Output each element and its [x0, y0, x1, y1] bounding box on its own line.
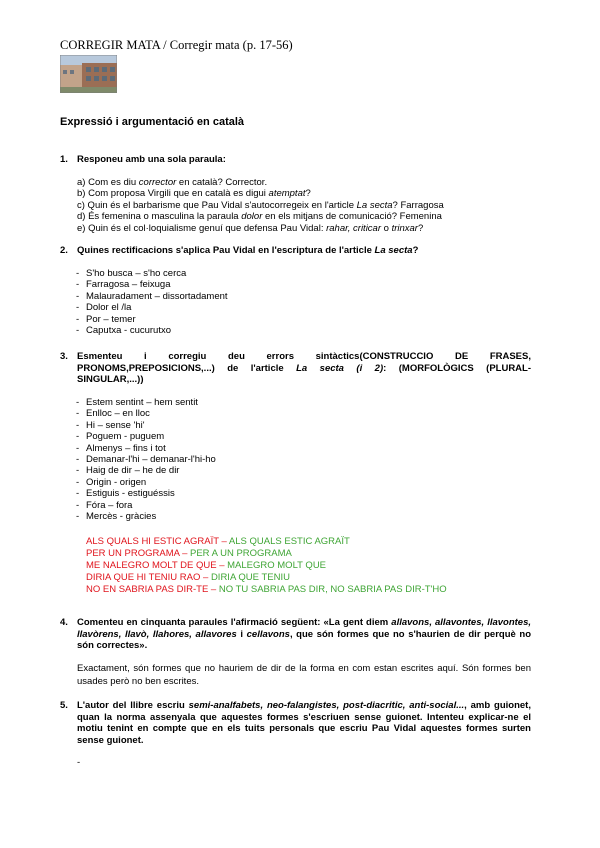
question-4-number: 4. [60, 617, 68, 628]
question-1-answers [77, 177, 537, 234]
list-item: - Malauradament – dissortadament [76, 290, 228, 302]
list-item: - Estem sentint – hem sentit [76, 397, 198, 408]
list-item: - Dolor el /la [76, 302, 132, 314]
list-item: - Enlloc – en lloc [76, 408, 150, 420]
question-4-answer: Exactament, són formes que no hauriem de dir de la forma en com estan escrites aquí. Són formes ben usades però no ben escrites. [77, 663, 531, 687]
question-2-list [0, 268, 600, 336]
answer-e: e) Quin és el col·loquialisme genuí que defensa Pau Vidal: rahar, criticar o trinxar? [77, 222, 424, 234]
question-3-number: 3. [60, 351, 68, 362]
answer-d: d) És femenina o masculina la paraula dolor en els mitjans de comunicació? Femenina [77, 211, 442, 223]
list-item: - Demanar-l'hi – demanar-l'hi-ho [76, 453, 216, 465]
question-3-list [0, 397, 600, 522]
document-header: CORREGIR MATA / Corregir mata (p. 17-56) [60, 38, 293, 52]
list-item: - Haig de dir – he de dir [76, 465, 180, 477]
building-photo-icon [60, 55, 117, 93]
list-item: - Caputxa - cucurutxo [76, 324, 172, 336]
corrections-list [86, 536, 546, 596]
list-item: - Estiguis - estiguéssis [76, 488, 175, 500]
question-3-text: Esmenteu i corregiu deu errors sintàctics(CONSTRUCCIO DE FRASES, PRONOMS,PREPOSICIONS,...) de l'article La secta (i 2): (MORFOLÒGICS (PLURAL- SINGULAR,...)) [77, 351, 532, 385]
answer-c: c) Quin és el barbarisme que Pau Vidal s'autocorregeix en l'article La secta? Farragosa [77, 199, 444, 211]
question-1-number: 1. [60, 154, 68, 165]
list-item: - Hi – sense 'hi' [76, 419, 145, 431]
section-title: Expressió i argumentació en català [60, 116, 245, 128]
list-item: - Farragosa – feixuga [76, 279, 171, 291]
correction-row: ALS QUALS HI ESTIC AGRAÏT – ALS QUALS ESTIC AGRAÏT [86, 536, 350, 547]
list-item: - Poguem - puguem [76, 431, 165, 443]
list-item: - Origin - origen [76, 476, 147, 488]
list-item: - Por – temer [76, 313, 136, 325]
answer-a: a) Com es diu corrector en català? Corrector. [77, 177, 268, 188]
list-item: - Mercès - gràcies [76, 510, 157, 522]
correction-row: DIRIA QUE HI TENIU RAO – DIRIA QUE TENIU [86, 572, 290, 583]
correction-row: ME NALEGRO MOLT DE QUE – MALEGRO MOLT QUE [86, 560, 327, 571]
question-5-number: 5. [60, 700, 68, 711]
correction-row: PER UN PROGRAMA – PER A UN PROGRAMA [86, 548, 292, 559]
building-photo [60, 55, 117, 93]
list-item: - Fóra – fora [76, 499, 133, 511]
list-item: - S'ho busca – s'ho cerca [76, 268, 187, 279]
question-4-text: Comenteu en cinquanta paraules l'afirmació següent: «La gent diem allavons, allavontes, llavontes, llavòrens, llavò, llahores, allavores i cellavons, que són formes que no s'haurien de dir perquè no són correctes». [77, 617, 532, 651]
correction-row: NO EN SABRIA PAS DIR-TE – NO TU SABRIA PAS DIR, NO SABRIA PAS DIR-T'HO [86, 584, 447, 595]
trailing-dash: - [77, 757, 81, 768]
question-2-text: Quines rectificacions s'aplica Pau Vidal en l'escriptura de l'article La secta? [77, 245, 419, 256]
question-1-text: Responeu amb una sola paraula: [77, 154, 226, 165]
list-item: - Almenys – fins i tot [76, 442, 166, 454]
answer-b: b) Com proposa Virgili que en català es digui atemptat? [77, 188, 311, 200]
question-5-text: L'autor del llibre escriu semi-analfabets, neo-falangistes, post-diacritic, anti-social..., amb guionet, quan la norma assenyala que aquestes formes s'escriuen sense guionet. Intenteu explicar-ne el motiu tenint en compte que en els tuits personals que escriu Pau Vidal aquestes formes surten sense guionet. [77, 700, 531, 746]
question-2-number: 2. [60, 245, 68, 256]
